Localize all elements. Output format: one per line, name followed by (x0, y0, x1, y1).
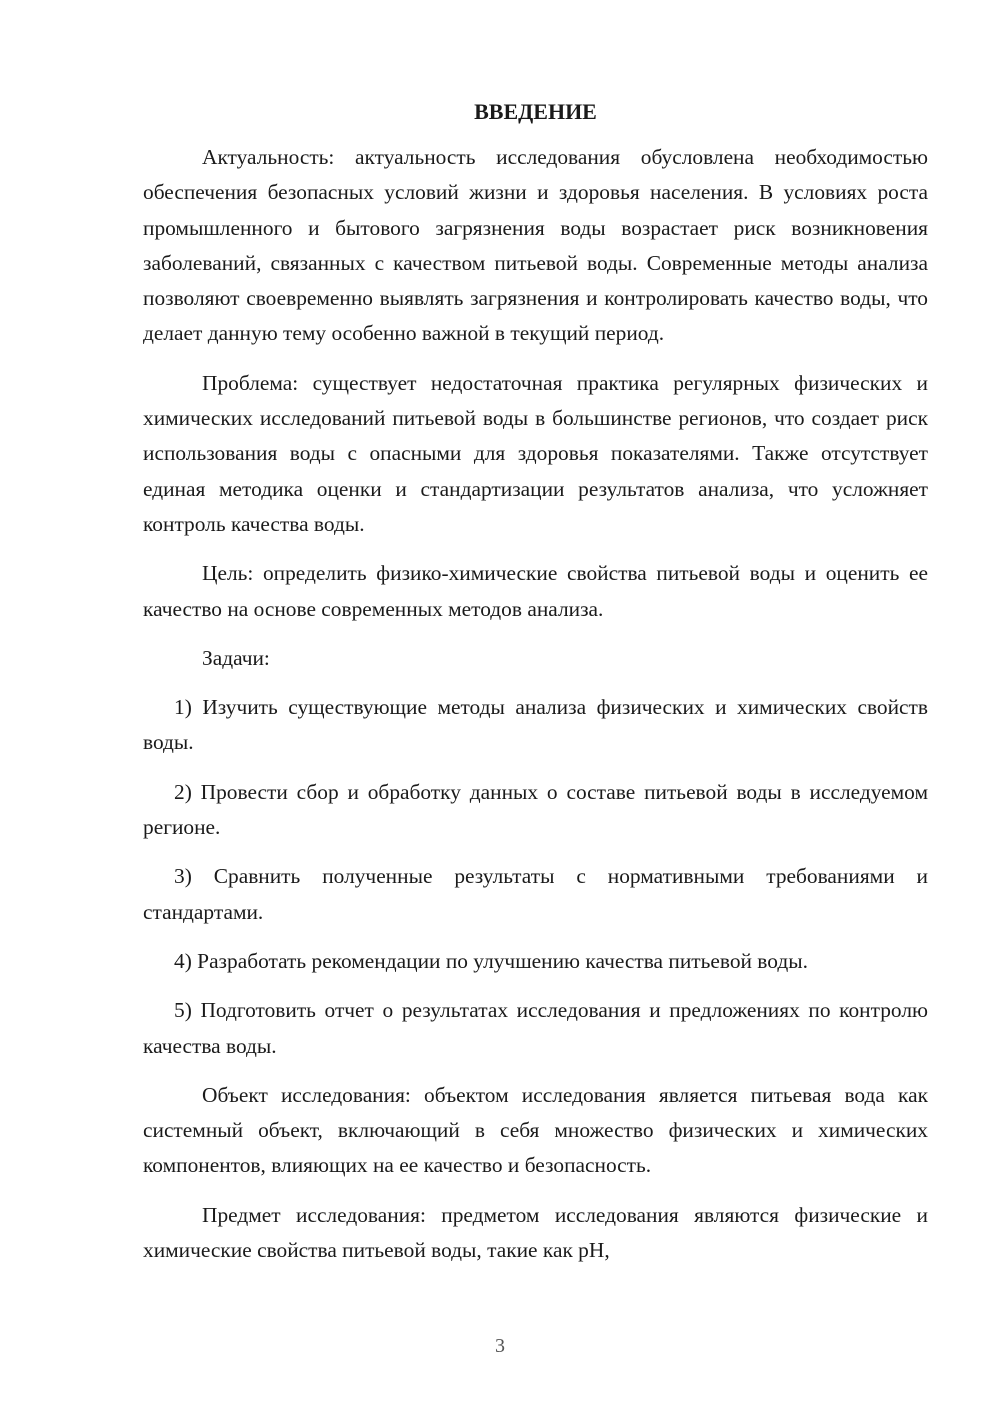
goal-paragraph: Цель: определить физико-химические свойства питьевой воды и оценить ее качество на основе современных методов анализа. (143, 561, 928, 621)
page-number: 3 (495, 1335, 505, 1357)
subject-paragraph: Предмет исследования: предметом исследования являются физические и химические свойства питьевой воды, такие как pH, (143, 1202, 928, 1263)
task-item-2: 2) Провести сбор и обработку данных о составе питьевой воды в исследуемом регионе. (143, 779, 928, 840)
task-item-3: 3) Сравнить полученные результаты с нормативными требованиями и стандартами. (143, 864, 928, 924)
section-heading: ВВЕДЕНИЕ (474, 99, 597, 124)
tasks-list (143, 690, 928, 1064)
relevance-paragraph: Актуальность: актуальность исследования обусловлена необходимостью обеспечения безопасных условий жизни и здоровья населения. В условиях роста промышленного и бытового загрязнения воды возрастает риск возникновения заболеваний, связанных с качеством питьевой воды. Современные методы анализа позволяют своевременно выявлять загрязнения и контролировать качество воды, что делает данную тему особенно важной в текущий период. (143, 145, 928, 346)
document-page (143, 0, 928, 1414)
problem-paragraph: Проблема: существует недостаточная практика регулярных физических и химических исследований питьевой воды в большинстве регионов, что создает риск использования воды с опасными для здоровья показателями. Также отсутствует единая методика оценки и стандартизации результатов анализа, что усложняет контроль качества воды. (143, 370, 928, 536)
object-paragraph: Объект исследования: объектом исследования является питьевая вода как системный объект, включающий в себя множество физических и химических компонентов, влияющих на ее качество и безопасность. (143, 1082, 928, 1178)
task-item-5: 5) Подготовить отчет о результатах исследования и предложениях по контролю качества воды. (143, 998, 928, 1058)
task-item-1: 1) Изучить существующие методы анализа физических и химических свойств воды. (143, 695, 928, 755)
tasks-label: Задачи: (202, 645, 270, 670)
task-item-4: 4) Разработать рекомендации по улучшению качества питьевой воды. (174, 948, 808, 973)
